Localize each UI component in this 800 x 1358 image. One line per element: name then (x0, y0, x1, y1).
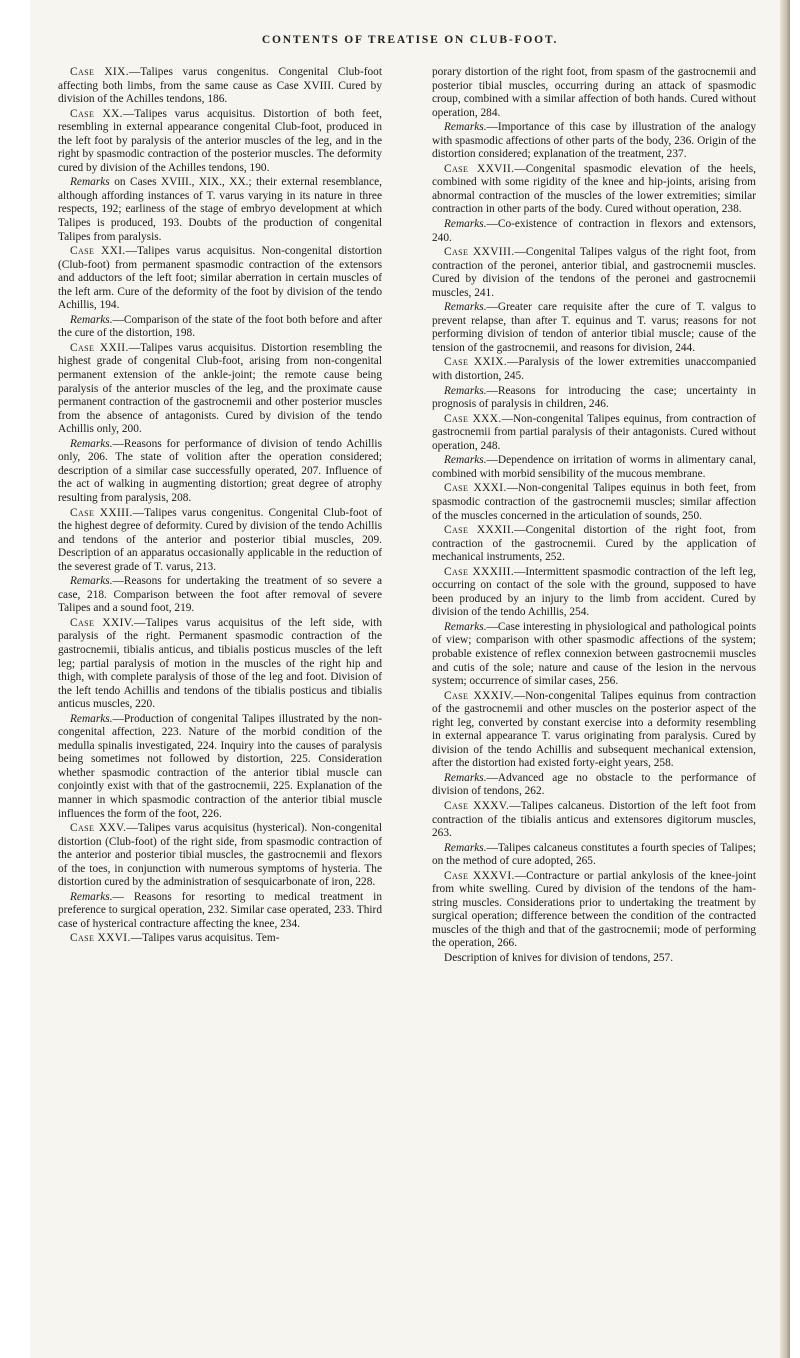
entry-lead: Remarks. (70, 437, 113, 450)
entry-lead: Remarks (70, 176, 110, 189)
entry-text: — Reasons for resorting to medical treatment in preference to surgical operation, 232. Similar case operated, 233. Third case of hysterical contracture affecting the knee, 234. (58, 890, 382, 930)
case-entry (58, 342, 382, 437)
entry-text: —Congenital spasmodic elevation of the heels, combined with some rigidity of the knee and hip-joints, arising from abnormal contraction of the muscles of the lower extremities; similar contraction in other parts of the body. Cured without operation, 238. (432, 162, 757, 216)
case-entry (432, 163, 756, 217)
entry-lead: Case XXIII. (70, 506, 133, 519)
case-entry (58, 66, 382, 107)
entry-lead: Case XXIV. (70, 616, 135, 629)
entry-text: —Reasons for introducing the case; uncertainty in prognosis of paralysis in children, 246. (432, 384, 756, 411)
remarks-entry (432, 385, 756, 412)
entry-text: —Greater care requisite after the cure of T. valgus to prevent relapse, than after T. equinus and T. varus; reasons for not performing division of tendon of anterior tibial muscle; cause of the tension of the gastrocnemii, and reasons for division, 244. (432, 301, 756, 354)
remarks-entry (432, 121, 756, 162)
entry-text: —Advanced age no obstacle to the performance of division of tendons, 262. (432, 771, 756, 798)
entry-lead: Case XX. (70, 107, 123, 120)
entry-text: —Intermittent spasmodic contraction of the left leg, occurring on contact of the sole with the ground, supposed to have been produced by an injury to the limb from accident. Cured by division of the tendo Achillis, 254. (432, 565, 756, 619)
remarks-entry (58, 891, 382, 932)
remarks-entry (58, 575, 382, 616)
entry-text: —Dependence on irritation of worms in alimentary canal, combined with morbid sensibility of the mucous membrane. (432, 454, 756, 480)
case-entry (58, 108, 382, 176)
case-entry (58, 507, 382, 575)
case-entry (432, 356, 756, 383)
entry-text: —Congenital distortion of the right foot, from contraction of the gastrocnemii. Cured by the application of mechanical instruments, 252. (432, 524, 756, 564)
entry-lead: Remarks. (444, 771, 487, 784)
entry-text: —Talipes calcaneus. Distortion of the left foot from contraction of the tibialis anticus and extensores digitorum muscles, 263. (432, 799, 756, 840)
case-entry (58, 822, 382, 890)
entry-lead: Case XXII. (70, 341, 129, 354)
entry-lead: Remarks. (70, 712, 113, 725)
entry-text: —Talipes varus acquisitus of the left side, with paralysis of the right. Permanent spasmodic contraction of the gastrocnemii, tibialis anticus, and tibialis posticus muscles of the left leg; partial paralysis of motion in the muscles of the right hip and thigh, with complete paralysis of those of the leg and foot. Division of the left tendo Achillis and tendons of the tibialis posticus and tibialis anticus muscles, 220. (58, 616, 382, 711)
entry-lead: Case XXXVI. (444, 869, 515, 882)
entry-text: —Reasons for undertaking the treatment of so severe a case, 218. Comparison between the foot after removal of severe Talipes and a sound foot, 219. (58, 575, 382, 615)
remarks-entry (58, 438, 382, 506)
entry-text: —Talipes varus acquisitus. Distortion of both feet, resembling in external appearance congenital Club-foot, produced in the left foot by paralysis of the anterior muscles of the leg, and in the right by spasmodic contraction of the posterior muscles. The deformity cured by division of the Achilles tendons, 190. (58, 107, 382, 174)
entry-lead: Case XIX. (70, 66, 129, 78)
case-entry (432, 413, 756, 454)
entry-lead: Case XXVIII. (444, 246, 515, 259)
entry-lead: Case XXVII. (444, 162, 515, 175)
entry-text: —Co-existence of contraction in flexors and extensors, 240. (432, 218, 756, 244)
entry-lead: Remarks. (70, 313, 113, 326)
entry-lead: Remarks. (70, 890, 113, 903)
case-entry (432, 482, 756, 523)
entry-lead: Case XXIX. (444, 356, 508, 369)
entry-text: —Talipes varus acquisitus. Tem- (130, 932, 280, 945)
entry-lead: Remarks. (444, 841, 487, 854)
entry-lead: Case XXXIV. (444, 689, 514, 702)
case-entry (432, 246, 756, 300)
book-page (30, 0, 790, 1358)
case-entry (432, 870, 756, 951)
entry-text: —Talipes varus acquisitus. Distortion resembling the highest grade of congenital Club-foot, arising from non-congenital permanent extension of the ankle-joint; the remote cause being paralysis of the anterior muscles of the leg, and the proximate cause permanent contraction of the gastrocnemii and other posterior muscles from the absence of antagonists. Cured by division of the tendo Achillis only, 200. (58, 341, 382, 436)
case-entry (58, 932, 382, 946)
entry-lead: Case XXXIII. (444, 565, 515, 578)
entry-text: —Non-congenital Talipes equinus from contraction of the gastrocnemii and other muscles on the posterior aspect of the right leg, converted by constant exercise into a deformity resembling in external appearance T. varus originating from paralysis. Cured by division of the tendo Achillis and subsequent mechanical extension, after the distortion had existed forty-eight years, 258. (432, 689, 756, 770)
case-entry (432, 800, 756, 841)
entry-text: —Reasons for performance of division of tendo Achillis only, 206. The state of volition after the operation considered; description of a similar case successfully operated, 207. Influence of the act of walking in augmenting distortion; great degree of atrophy resulting from paralysis, 208. (58, 437, 382, 504)
entry-text: on Cases XVIII., XIX., XX.; their external resemblance, although affording instances of T. varus varying in its nature in three respects, 192; earliness of the stage of embryo development at which Talipes is produced, 193. Doubts of the production of congenital Talipes from paralysis. (58, 176, 382, 243)
entry-lead: Case XXI. (70, 245, 126, 258)
entry-lead: Remarks. (444, 384, 487, 397)
case-entry (432, 952, 756, 966)
entry-lead: Remarks. (444, 454, 487, 467)
remarks-entry (58, 713, 382, 821)
entry-text: —Contracture or partial ankylosis of the knee-joint from white swelling. Cured by division of the tendons of the ham-string muscles. Considerations prior to undertaking the treatment by surgical operation; difference between the condition of the contracted muscles of the thigh and that of the gastrocnemii; mode of performing the operation, 266. (432, 869, 756, 950)
entry-lead: Case XXXII. (444, 524, 515, 537)
entry-lead: Remarks. (444, 620, 487, 633)
entry-text: —Comparison of the state of the foot both before and after the cure of the distortion, 198. (58, 313, 382, 340)
entry-lead: Case XXXI. (444, 482, 507, 495)
case-entry (432, 566, 756, 620)
case-entry (58, 245, 382, 313)
entry-lead: Case XXV. (70, 822, 127, 835)
entry-text: —Importance of this case by illustration of the analogy with spasmodic affections of other parts of the body, 236. Origin of the distortion considered; explanation of the treatment, 237. (432, 121, 756, 161)
remarks-entry (432, 454, 756, 481)
entry-lead: Remarks. (444, 121, 487, 134)
entry-lead: Case XXXV. (444, 799, 510, 812)
entry-text: —Production of congenital Talipes illustrated by the non-congenital affection, 223. Nature of the morbid condition of the medulla spinalis investigated, 224. Inquiry into the causes of paralysis being sometimes not followed by distortion, 225. Consideration whether spasmodic contraction of the anterior tibial muscle can conjointly exist with that of the gastrocnemii, 225. Explanation of the manner in which spasmodic contraction of the anterior tibial muscle influences the form of the foot, 226. (58, 712, 382, 820)
remarks-entry (432, 218, 756, 245)
case-entry (432, 690, 756, 771)
remarks-entry (432, 772, 756, 799)
remarks-entry (58, 314, 382, 341)
left-column (58, 66, 382, 947)
entry-text: porary distortion of the right foot, from spasm of the gastrocnemii and posterior tibial muscles, occurring during an attack of spasmodic croup, combined with a similar affection of both hands. Cured without operation, 284. (432, 66, 756, 119)
remarks-entry (58, 176, 382, 244)
entry-text: —Talipes varus acquisitus (hysterical). Non-congenital distortion (Club-foot) of the right side, from spasmodic contraction of the anterior and posterior tibial muscles, the gastrocnemii and flexors of the toes, in conjunction with numerous symptoms of hysteria. The distortion cured by the administration of sesquicarbonate of iron, 228. (58, 822, 382, 889)
entry-lead: Case XXX. (444, 412, 502, 425)
entry-text: —Non-congenital Talipes equinus, from contraction of gastrocnemii from partial paralysis of their antagonists. Cured without operation, 248. (432, 412, 757, 452)
running-header: CONTENTS OF TREATISE ON CLUB-FOOT. (261, 34, 559, 46)
entry-text: —Talipes varus congenitus. Congenital Club-foot of the highest degree of deformity. Cured by division of the tendo Achillis and tendons of the anterior and posterior tibial muscles, 209. Description of an apparatus occasionally applicable in the reduction of the severest grade of T. varus, 213. (58, 506, 383, 573)
right-column (432, 66, 756, 967)
case-entry (432, 66, 756, 120)
case-entry (58, 617, 382, 712)
entry-text: —Talipes varus congenitus. Congenital Club-foot affecting both limbs, from the same cause as Case XVIII. Cured by division of the Achilles tendons, 186. (58, 66, 382, 106)
remarks-entry (432, 621, 756, 689)
remarks-entry (432, 301, 756, 355)
page-edge (780, 0, 790, 1358)
entry-lead: Remarks. (444, 218, 487, 231)
entry-text: —Paralysis of the lower extremities unaccompanied with distortion, 245. (432, 356, 756, 383)
entry-lead: Case XXVI. (70, 932, 131, 945)
entry-lead: Remarks. (444, 301, 487, 314)
entry-text: —Non-congenital Talipes equinus in both feet, from spasmodic contraction of the gastrocnemii muscles; similar affection of the muscles concerned in the articulation of sounds, 250. (432, 482, 756, 522)
entry-text: —Case interesting in physiological and pathological points of view; comparison with other spasmodic affections of the system; probable existence of reflex connexion between gastrocnemii muscles and cutis of the sole; nature and cause of the lesion in the nervous system; occurrence of similar cases, 256. (432, 620, 756, 688)
entry-text: —Talipes calcaneus constitutes a fourth species of Talipes; on the method of cure adopted, 265. (432, 841, 756, 868)
entry-text: Description of knives for division of tendons, 257. (444, 952, 674, 964)
entry-text: —Talipes varus acquisitus. Non-congenital distortion (Club-foot) from permanent spasmodic contraction of the extensors and adductors of the left foot; similar aberration in certain muscles of the left arm. Cure of the deformity of the foot by division of the tendo Achillis, 194. (58, 245, 382, 312)
remarks-entry (432, 842, 756, 869)
case-entry (432, 524, 756, 565)
entry-text: —Congenital Talipes valgus of the right foot, from contraction of the peronei, anterior tibial, and gastrocnemii muscles. Cured by division of the tendons of the peronei and gastrocnemii muscles, 241. (432, 246, 757, 299)
entry-lead: Remarks. (70, 575, 113, 588)
